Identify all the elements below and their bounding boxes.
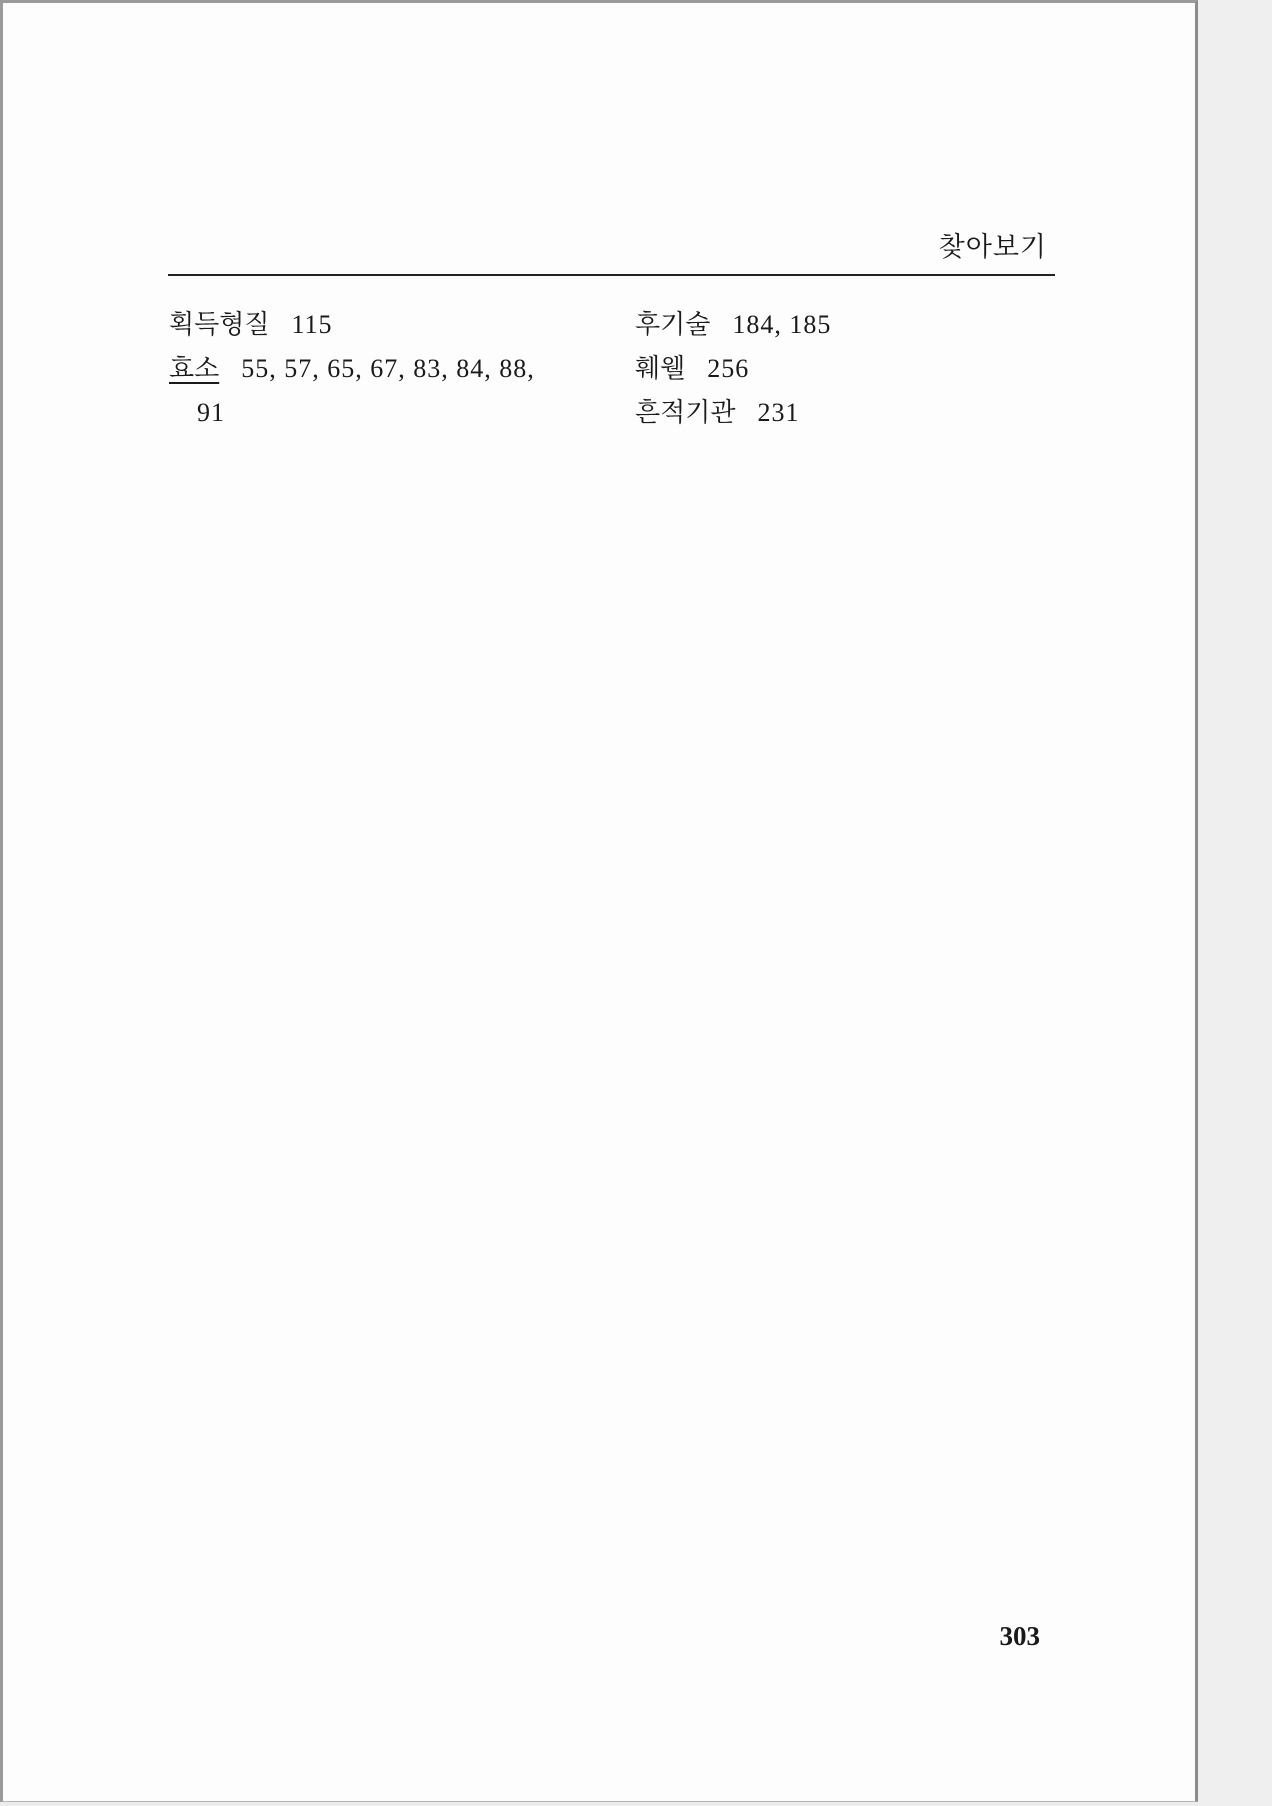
index-entry [635, 303, 1055, 347]
index-term: 효소 [169, 354, 220, 384]
index-column-left [169, 303, 609, 435]
index-pages: 55, 57, 65, 67, 83, 84, 88, [241, 354, 535, 383]
page-number: 303 [999, 1621, 1040, 1651]
running-head: 찾아보기 [938, 232, 1047, 263]
header-rule [168, 274, 1055, 276]
index-pages: 184, 185 [732, 310, 832, 339]
viewer-gutter [1198, 0, 1272, 1806]
index-column-right [635, 303, 1055, 435]
index-term: 훼웰 [635, 354, 686, 384]
index-pages: 115 [291, 310, 333, 339]
index-entry [169, 347, 609, 391]
index-term: 획득형질 [169, 310, 270, 340]
index-entry-continuation [169, 391, 609, 435]
index-entry [635, 391, 1055, 435]
index-pages: 231 [757, 398, 800, 427]
index-term: 흔적기관 [635, 398, 736, 428]
index-term: 후기술 [635, 310, 711, 340]
index-pages: 91 [197, 398, 225, 427]
index-pages: 256 [707, 354, 750, 383]
index-entry [635, 347, 1055, 391]
index-entry [169, 303, 609, 347]
